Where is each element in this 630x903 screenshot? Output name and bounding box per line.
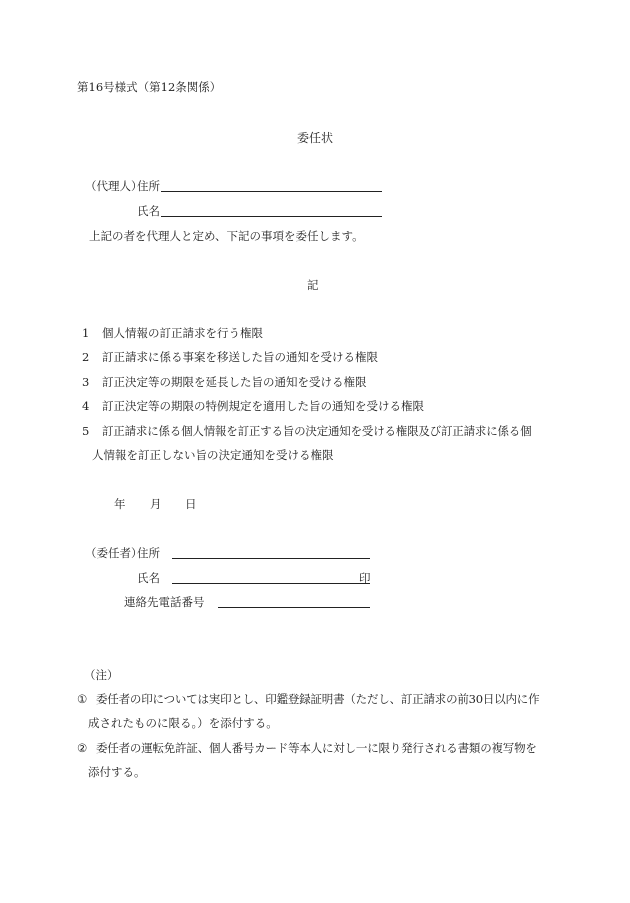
agent-address-label: 住所 (137, 179, 160, 193)
date-day: 日 (185, 497, 197, 511)
date-year: 年 (114, 497, 126, 511)
item-number: 4 (82, 399, 90, 413)
note-text-continuation: 添付する。 (88, 765, 146, 779)
agent-label: （代理人） (85, 179, 143, 193)
note-text-continuation: 成されたものに限る。）を添付する。 (88, 716, 278, 730)
principal-address-line (172, 558, 370, 559)
document-title: 委任状 (297, 131, 334, 145)
list-item: 訂正請求に係る個人情報を訂正する旨の決定通知を受ける権限及び訂正請求に係る個 (102, 424, 532, 438)
list-item: 訂正決定等の期限を延長した旨の通知を受ける権限 (102, 375, 367, 389)
list-item: 訂正決定等の期限の特例規定を適用した旨の通知を受ける権限 (102, 399, 424, 413)
delegation-statement: 上記の者を代理人と定め、下記の事項を委任します。 (89, 229, 364, 243)
note-mark: ① (77, 692, 88, 706)
principal-address-label: 住所 (137, 546, 160, 560)
item-number: 5 (82, 424, 90, 438)
ki-heading: 記 (307, 278, 319, 292)
note-mark: ② (77, 741, 88, 755)
note-text: 委任者の印については実印とし、印鑑登録証明書（ただし、訂正請求の前30日以内に作 (96, 692, 540, 706)
agent-name-line (161, 216, 382, 217)
principal-phone-line (218, 607, 370, 608)
seal-mark: 印 (359, 571, 371, 585)
note-text: 委任者の運転免許証、個人番号カード等本人に対し一に限り発行される書類の複写物を (96, 741, 537, 755)
form-label: 第16号様式（第12条関係） (77, 80, 222, 94)
agent-address-line (161, 191, 382, 192)
item-number: 2 (82, 350, 90, 364)
item-number: 1 (82, 326, 90, 340)
list-item: 個人情報の訂正請求を行う権限 (102, 326, 263, 340)
item-number: 3 (82, 375, 90, 389)
agent-name-label: 氏名 (137, 204, 160, 218)
list-item: 訂正請求に係る事案を移送した旨の通知を受ける権限 (102, 350, 378, 364)
notes-heading: （注） (84, 668, 119, 682)
date-month: 月 (150, 497, 162, 511)
list-item-continuation: 人情報を訂正しない旨の決定通知を受ける権限 (92, 448, 334, 462)
principal-label: （委任者） (85, 546, 143, 560)
principal-phone-label: 連絡先電話番号 (124, 595, 205, 609)
principal-name-label: 氏名 (137, 571, 160, 585)
principal-name-line (172, 583, 370, 584)
